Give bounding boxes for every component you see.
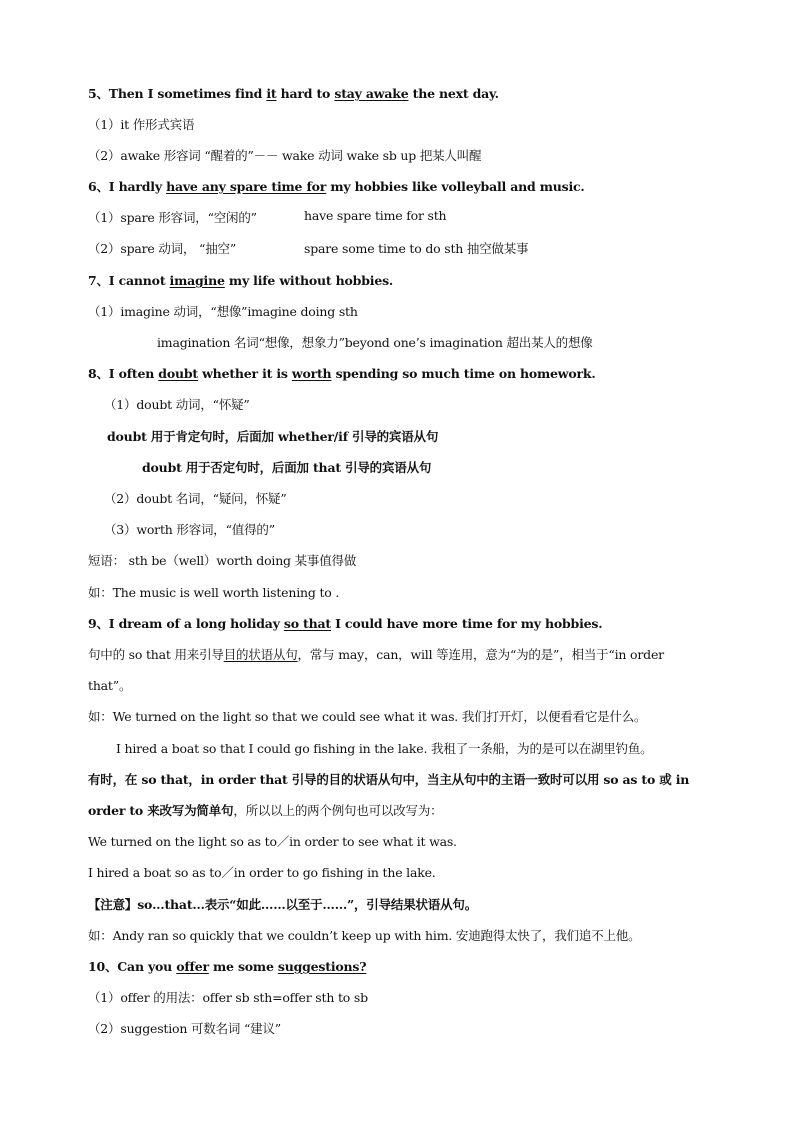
item-6-heading	[88, 177, 585, 195]
underlined-text: suggestions?	[277, 959, 367, 974]
item-9-note-example: 如：Andy ran so quickly that we couldn’t keep up with him. 安迪跑得太快了，我们追不上他。	[88, 928, 641, 943]
text: I could have more time for my hobbies.	[330, 616, 603, 631]
item-9-example-1: 如：We turned on the light so that we could see what it was. 我们打开灯，以便看看它是什么。	[88, 709, 647, 724]
item-7-point-1: （1）imagine 动词，“想像”imagine doing sth	[88, 304, 358, 319]
text: hard to	[276, 86, 335, 101]
item-9-heading	[88, 614, 602, 632]
item-9-rewrite-2: I hired a boat so as to／in order to go fishing in the lake.	[88, 865, 436, 880]
underlined-text: worth	[291, 366, 332, 381]
text: 6、I hardly	[88, 179, 167, 194]
item-8-note-2: doubt 用于否定句时，后面加 that 引导的宾语从句	[142, 460, 432, 475]
item-9-desc-1	[88, 645, 664, 663]
text: ，所以以上的两个例句也可以改写为：	[233, 803, 443, 818]
item-6-point-2a: （2）spare 动词， “抽空”	[88, 241, 237, 256]
text: order to 来改写为简单句	[88, 803, 234, 818]
text: whether it is	[197, 366, 292, 381]
item-7-heading	[88, 271, 393, 289]
item-8-heading	[88, 364, 596, 382]
item-6-point-1b: have spare time for sth	[304, 208, 447, 223]
item-8-point-3: （3）worth 形容词，“值得的”	[104, 522, 275, 537]
text: ，常与 may，can，will 等连用，意为“为的是”，相当于“in order	[297, 647, 664, 662]
text: 9、I dream of a long holiday	[88, 616, 284, 631]
underlined-text: 目的状语从句	[223, 647, 298, 662]
text: my hobbies like volleyball and music.	[326, 179, 585, 194]
item-8-phrase: 短语： sth be（well）worth doing 某事值得做	[88, 553, 357, 568]
item-8-example: 如：The music is well worth listening to .	[88, 585, 340, 600]
item-10-heading	[88, 957, 366, 975]
text: me some	[208, 959, 278, 974]
item-9-rule-2	[88, 801, 442, 819]
item-9-rule-1: 有时，在 so that，in order that 引导的目的状语从句中，当主从句中的主语一致时可以用 so as to 或 in	[88, 772, 690, 787]
underlined-text: stay awake	[334, 86, 409, 101]
text: 10、Can you	[88, 959, 177, 974]
underlined-text: imagine	[169, 273, 225, 288]
item-8-note-1: doubt 用于肯定句时，后面加 whether/if 引导的宾语从句	[107, 429, 439, 444]
text: 8、I often	[88, 366, 159, 381]
item-5-heading	[88, 84, 499, 102]
item-5-point-2: （2）awake 形容词 “醒着的”－－ wake 动词 wake sb up 把某人叫醒	[88, 148, 482, 163]
item-8-point-2: （2）doubt 名词，“疑问，怀疑”	[104, 491, 287, 506]
text: my life without hobbies.	[224, 273, 394, 288]
text: the next day.	[408, 86, 499, 101]
underlined-text: have any spare time for	[166, 179, 327, 194]
text: 句中的 so that 用来引导	[88, 647, 224, 662]
text: 7、I cannot	[88, 273, 170, 288]
underlined-text: doubt	[158, 366, 198, 381]
item-7-point-2: imagination 名词“想像，想象力”beyond one’s imagination 超出某人的想像	[157, 335, 593, 350]
item-9-note: 【注意】so…that…表示“如此……以至于……”，引导结果状语从句。	[88, 897, 477, 912]
item-9-desc-2: that”。	[88, 678, 132, 693]
item-8-point-1: （1）doubt 动词，“怀疑”	[104, 397, 250, 412]
item-9-rewrite-1: We turned on the light so as to／in order to see what it was.	[88, 834, 457, 849]
item-6-point-1a: （1）spare 形容词，“空闲的”	[88, 210, 257, 225]
item-9-example-2: I hired a boat so that I could go fishing in the lake. 我租了一条船，为的是可以在湖里钓鱼。	[116, 741, 653, 756]
item-10-point-2: （2）suggestion 可数名词 “建议”	[88, 1021, 281, 1036]
item-6-point-2b: spare some time to do sth 抽空做某事	[304, 241, 529, 256]
underlined-text: offer	[176, 959, 209, 974]
item-5-point-1: （1）it 作形式宾语	[88, 117, 195, 132]
text: 5、Then I sometimes find	[88, 86, 267, 101]
text: spending so much time on homework.	[331, 366, 596, 381]
underlined-text: it	[266, 86, 277, 101]
underlined-text: so that	[283, 616, 331, 631]
item-10-point-1: （1）offer 的用法：offer sb sth=offer sth to sb	[88, 990, 368, 1005]
